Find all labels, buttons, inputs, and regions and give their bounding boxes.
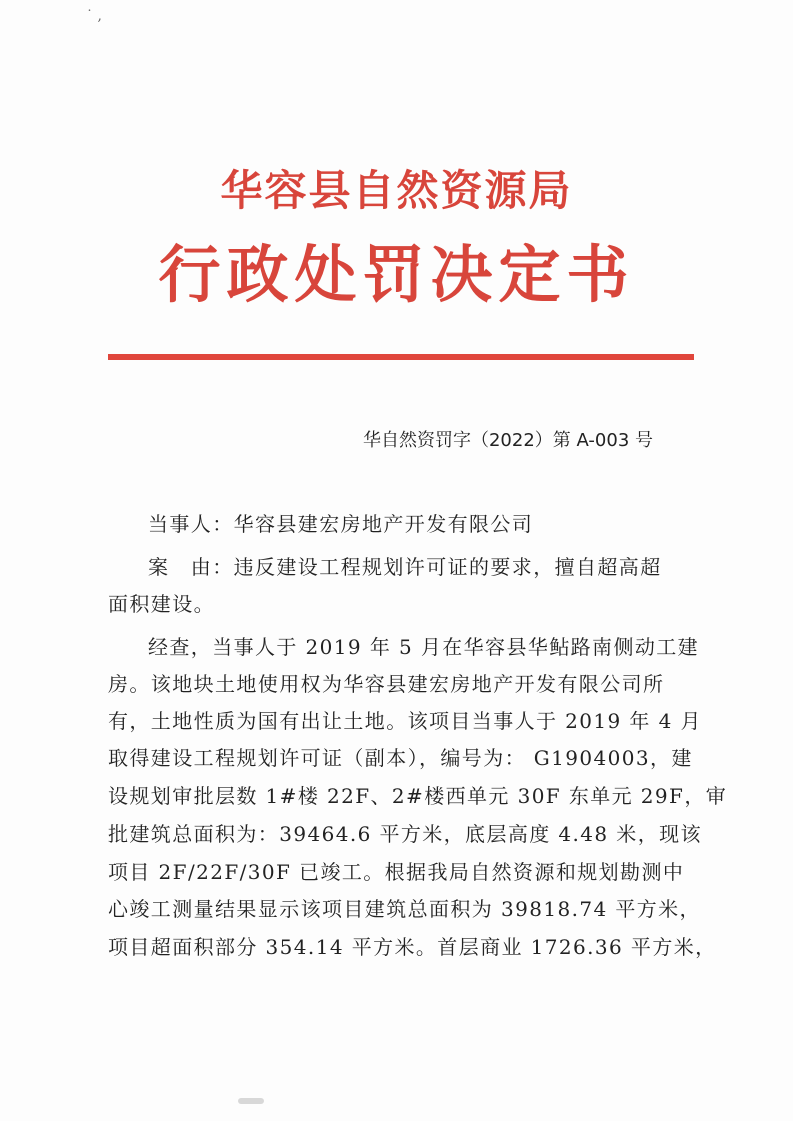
cause-line: 面积建设。: [108, 592, 215, 616]
red-divider: [108, 354, 694, 360]
body-line: 设规划审批层数 1#楼 22F、2#楼西单元 30F 东单元 29F，审: [108, 784, 728, 808]
body-line: 有，土地性质为国有出让土地。该项目当事人于 2019 年 4 月: [108, 709, 702, 733]
party-line: 当事人：华容县建宏房地产开发有限公司: [148, 512, 534, 536]
scan-smudge: [238, 1098, 264, 1104]
scan-mark: ˙ ,: [86, 8, 102, 24]
document-number: 华自然资罚字（2022）第 A-003 号: [362, 430, 653, 451]
body-line: 心竣工测量结果显示该项目建筑总面积为 39818.74 平方米，: [108, 897, 701, 921]
body-line: 项目超面积部分 354.14 平方米。首层商业 1726.36 平方米，: [108, 935, 717, 959]
body-line: 取得建设工程规划许可证（副本），编号为： G1904003，建: [108, 746, 693, 770]
body-line: 批建筑总面积为：39464.6 平方米，底层高度 4.48 米，现该: [108, 822, 702, 846]
cause-line: 案 由：违反建设工程规划许可证的要求，擅自超高超: [148, 555, 662, 579]
body-line: 经查，当事人于 2019 年 5 月在华容县华鲇路南侧动工建: [148, 635, 700, 659]
agency-title: 华容县自然资源局: [220, 166, 573, 215]
body-line: 项目 2F/22F/30F 已竣工。根据我局自然资源和规划勘测中: [108, 860, 685, 884]
body-line: 房。该地块土地使用权为华容县建宏房地产开发有限公司所: [108, 672, 665, 696]
document-title: 行政处罚决定书: [158, 238, 635, 311]
